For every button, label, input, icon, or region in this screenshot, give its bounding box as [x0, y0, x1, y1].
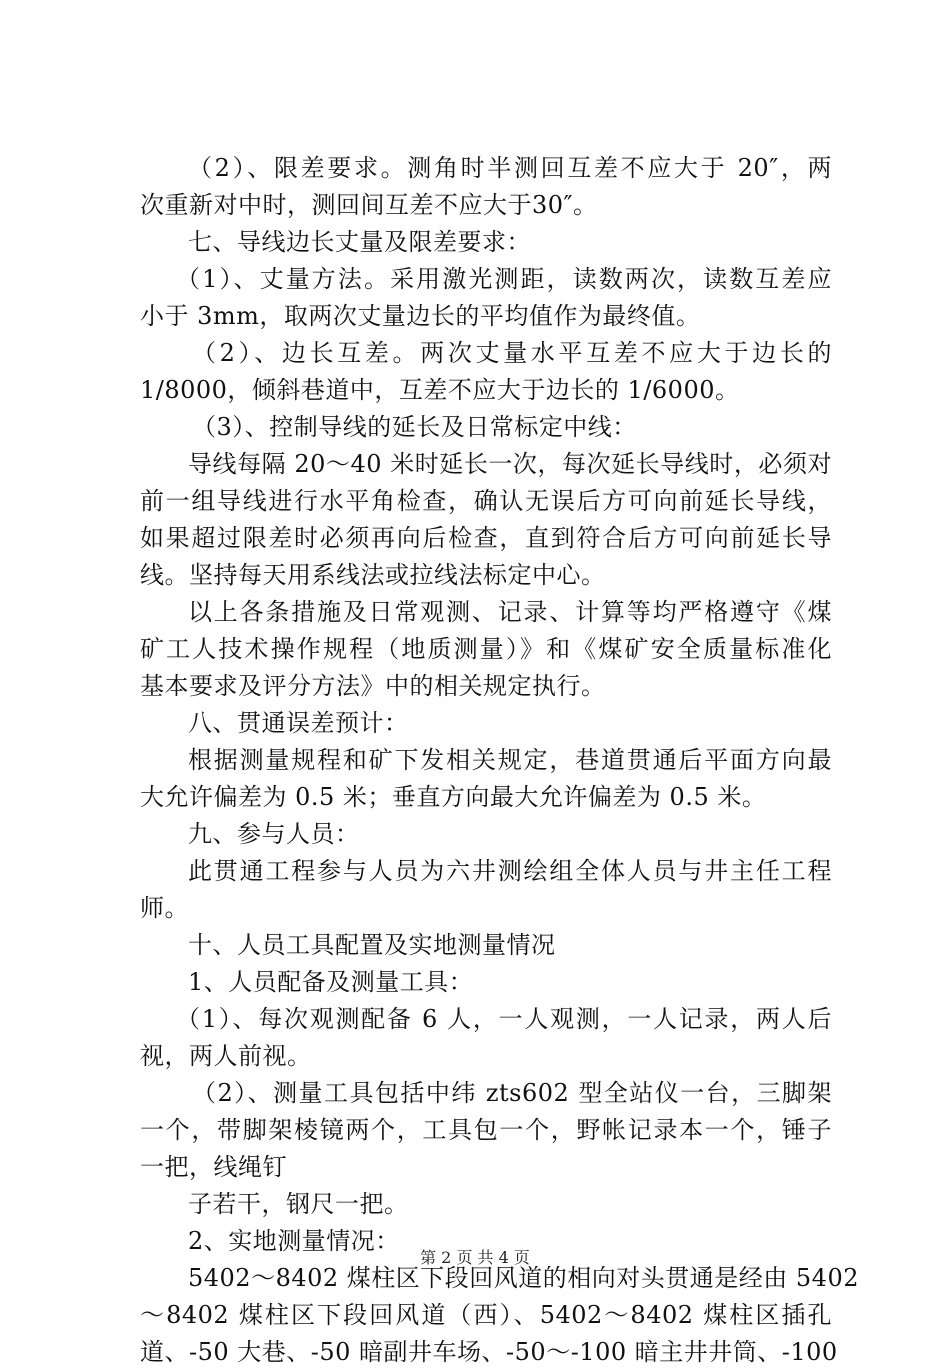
- section-heading: 七、导线边长丈量及限差要求：: [188, 228, 531, 256]
- text-line: 根据测量规程和矿下发相关规定，巷道贯通后平面方向最: [188, 746, 832, 774]
- text-line: （3）、控制导线的延长及日常标定中线：: [192, 413, 637, 441]
- text-line: 一把，线绳钉: [140, 1153, 287, 1181]
- text-line: 道、-50 大巷、-50 暗副井车场、-50～-100 暗主井井筒、-100: [140, 1338, 838, 1366]
- text-line: ～8402 煤柱区下段回风道（西）、5402～8402 煤柱区插孔: [140, 1301, 832, 1329]
- text-line: 视，两人前视。: [140, 1042, 312, 1070]
- text-line: （1）、每次观测配备 6 人，一人观测，一人记录，两人后: [176, 1005, 832, 1033]
- text-line: 基本要求及评分方法》中的相关规定执行。: [140, 672, 606, 700]
- text-line: 前一组导线进行水平角检查，确认无误后方可向前延长导线，: [140, 487, 832, 515]
- section-heading: 十、人员工具配置及实地测量情况: [188, 931, 556, 959]
- text-line: 师。: [140, 894, 189, 922]
- text-line: 次重新对中时，测回间互差不应大于30″。: [140, 191, 598, 219]
- text-line: 5402～8402 煤柱区下段回风道的相向对头贯通是经由 5402: [188, 1264, 859, 1292]
- section-heading: 九、参与人员：: [188, 820, 360, 848]
- text-line: （2）、测量工具包括中纬 zts602 型全站仪一台，三脚架: [192, 1079, 832, 1107]
- text-line: （1）、丈量方法。采用激光测距，读数两次，读数互差应: [176, 265, 832, 293]
- text-line: 如果超过限差时必须再向后检查，直到符合后方可向前延长导: [140, 524, 832, 552]
- text-line: （2）、边长互差。两次丈量水平互差不应大于边长的: [192, 339, 832, 367]
- text-line: 一个，带脚架棱镜两个，工具包一个，野帐记录本一个，锤子: [140, 1116, 832, 1144]
- text-line: 线。坚持每天用系线法或拉线法标定中心。: [140, 561, 606, 589]
- text-line: 大允许偏差为 0.5 米；垂直方向最大允许偏差为 0.5 米。: [140, 783, 767, 811]
- text-line: 子若干，钢尺一把。: [188, 1190, 409, 1218]
- document-body: [140, 150, 859, 1371]
- section-heading: 八、贯通误差预计：: [188, 709, 409, 737]
- text-line: 导线每隔 20～40 米时延长一次，每次延长导线时，必须对: [188, 450, 832, 478]
- text-line: （2）、限差要求。测角时半测回互差不应大于 20″，两: [188, 154, 832, 182]
- text-line: 1/8000，倾斜巷道中，互差不应大于边长的 1/6000。: [140, 376, 740, 404]
- text-line: 小于 3mm，取两次丈量边长的平均值作为最终值。: [140, 302, 701, 330]
- page-footer: 第 2 页 共 4 页: [420, 1248, 530, 1267]
- text-line: 矿工人技术操作规程（地质测量）》和《煤矿安全质量标准化: [140, 635, 832, 663]
- text-line: 此贯通工程参与人员为六井测绘组全体人员与井主任工程: [188, 857, 832, 885]
- subsection-heading: 2、实地测量情况：: [188, 1227, 400, 1255]
- text-line: 以上各条措施及日常观测、记录、计算等均严格遵守《煤: [188, 598, 832, 626]
- subsection-heading: 1、人员配备及测量工具：: [188, 968, 474, 996]
